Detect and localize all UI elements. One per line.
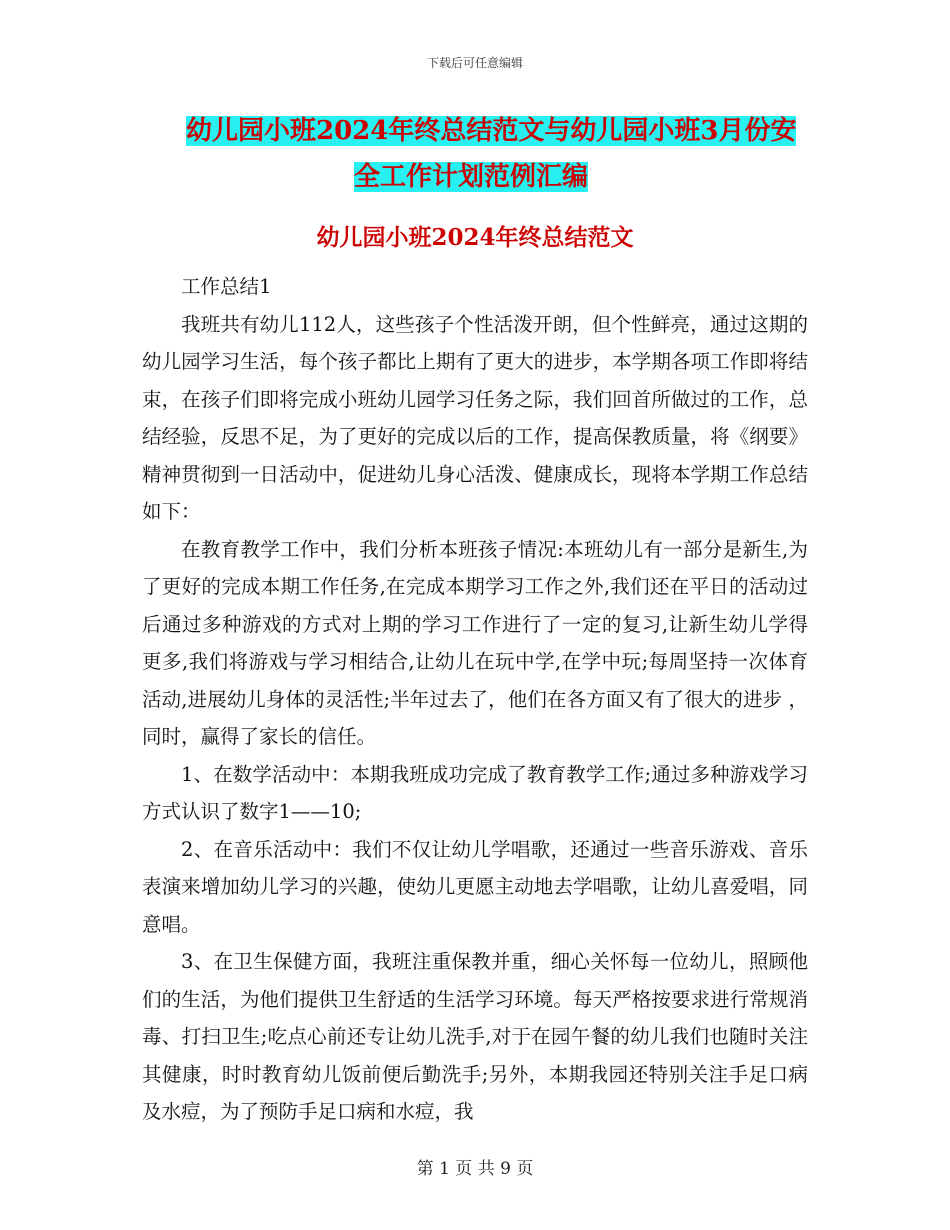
paragraph: 3、在卫生保健方面，我班注重保教并重，细心关怀每一位幼儿，照顾他们的生活，为他们提供卫生舒适的生活学习环境。每天严格按要求进行常规消毒、打扫卫生;吃点心前还专让幼儿洗手,对于在园午餐的幼儿我们也随时关注其健康，时时教育幼儿饭前便后勤洗手;另外，本期我园还特别关注手足口病及水痘，为了预防手足口病和水痘，我 xyxy=(142,950,808,1123)
document-title-line-1 xyxy=(186,108,806,154)
page-footer: 第 1 页 共 9 页 xyxy=(416,1159,534,1179)
paragraph: 1、在数学活动中：本期我班成功完成了教育教学工作;通过多种游戏学习方式认识了数字1——10; xyxy=(142,762,808,823)
header-note: 下载后可任意编辑 xyxy=(426,56,523,70)
document-body xyxy=(142,268,808,1131)
document-title-text-1: 幼儿园小班2024年终总结范文与幼儿园小班3月份安 xyxy=(186,116,797,146)
paragraph: 我班共有幼儿112人，这些孩子个性活泼开朗，但个性鲜亮，通过这期的幼儿园学习生活，每个孩子都比上期有了更大的进步，本学期各项工作即将结束，在孩子们即将完成小班幼儿园学习任务之际，我们回首所做过的工作，总结经验，反思不足，为了更好的完成以后的工作，提高保教质量，将《纲要》精神贯彻到一日活动中，促进幼儿身心活泼、健康成长，现将本学期工作总结如下： xyxy=(142,312,808,523)
document-title-text-2: 全工作计划范例汇编 xyxy=(354,162,589,192)
paragraph: 在教育教学工作中，我们分析本班孩子情况:本班幼儿有一部分是新生,为了更好的完成本期工作任务,在完成本期学习工作之外,我们还在平日的活动过后通过多种游戏的方式对上期的学习工作进行了一定的复习,让新生幼儿学得更多,我们将游戏与学习相结合,让幼儿在玩中学,在学中玩;每周坚持一次体育活动,进展幼儿身体的灵活性;半年过去了，他们在各方面又有了很大的进步 ，同时，赢得了家长的信任。 xyxy=(142,537,808,748)
paragraph-heading: 工作总结1 xyxy=(181,275,272,298)
document-title-line-2 xyxy=(354,154,654,200)
paragraph: 2、在音乐活动中：我们不仅让幼儿学唱歌，还通过一些音乐游戏、音乐表演来增加幼儿学习的兴趣，使幼儿更愿主动地去学唱歌，让幼儿喜爱唱，同意唱。 xyxy=(142,837,808,936)
section-title: 幼儿园小班2024年终总结范文 xyxy=(316,224,634,251)
